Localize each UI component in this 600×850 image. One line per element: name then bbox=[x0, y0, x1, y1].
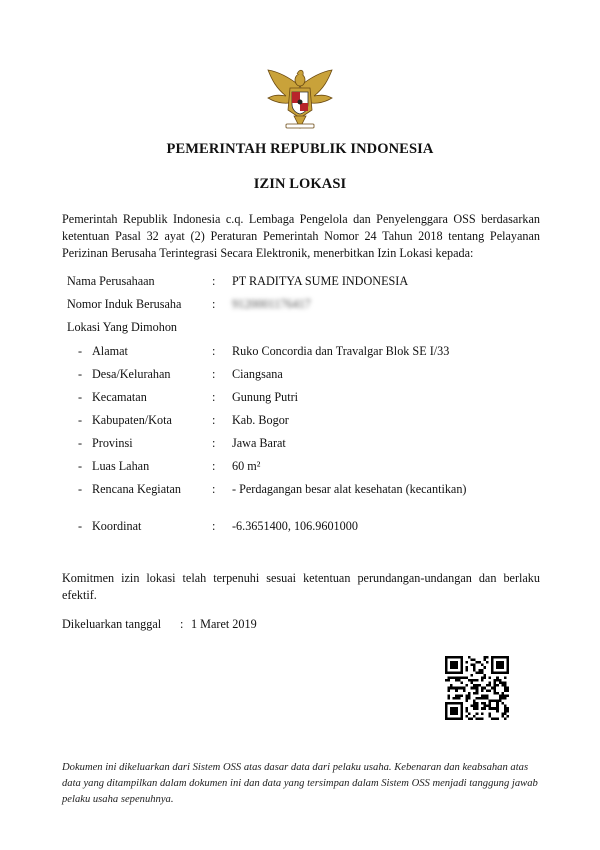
field-label: Koordinat bbox=[92, 519, 142, 533]
field-dash: - bbox=[78, 482, 83, 496]
government-title: PEMERINTAH REPUBLIK INDONESIA bbox=[166, 141, 434, 157]
field-dash: - bbox=[78, 519, 83, 533]
intro-paragraph: Pemerintah Republik Indonesia c.q. Lembaga Pengelola dan Penyelenggara OSS berdasarkan ketentuan Pasal 32 ayat (2) Peraturan Pemerintah Nomor 24 Tahun 2018 tentang Pelayanan Perizinan Berusaha Terintegrasi Secara Elektronik, menerbitkan Izin Lokasi kepada: bbox=[62, 212, 540, 260]
field-label: Kecamatan bbox=[92, 390, 147, 404]
field-colon: : bbox=[212, 297, 216, 311]
field-colon: : bbox=[212, 274, 216, 288]
field-colon: : bbox=[212, 482, 216, 496]
field-colon: : bbox=[212, 459, 216, 473]
field-colon: : bbox=[212, 367, 216, 381]
regency-value: Kab. Bogor bbox=[232, 413, 289, 427]
company-name-value: PT RADITYA SUME INDONESIA bbox=[232, 274, 409, 288]
field-label: Nama Perusahaan bbox=[67, 274, 155, 288]
coordinates-value: -6.3651400, 106.9601000 bbox=[232, 519, 358, 533]
field-colon: : bbox=[212, 413, 216, 427]
address-value: Ruko Concordia dan Travalgar Blok SE I/33 bbox=[232, 344, 450, 358]
field-dash: - bbox=[78, 344, 83, 358]
field-colon: : bbox=[212, 390, 216, 404]
land-area-value: 60 m² bbox=[232, 459, 261, 473]
field-label: Nomor Induk Berusaha bbox=[67, 297, 182, 311]
commitment-paragraph: Komitmen izin lokasi telah terpenuhi sesuai ketentuan perundangan-undangan dan berlaku efektif. bbox=[62, 571, 540, 602]
issued-date-value: 1 Maret 2019 bbox=[191, 617, 257, 631]
field-label: Rencana Kegiatan bbox=[92, 482, 181, 496]
field-dash: - bbox=[78, 413, 83, 427]
field-label: Alamat bbox=[92, 344, 128, 358]
field-label: Provinsi bbox=[92, 436, 133, 450]
disclaimer-text: Dokumen ini dikeluarkan dari Sistem OSS atas dasar data dari pelaku usaha. Kebenaran dan keabsahan atas data yang ditampilkan dalam dokumen ini dan data yang tersimpan dalam Sistem OSS menjadi tanggung jawab pelaku usaha sepenuhnya. bbox=[62, 762, 538, 805]
field-dash: - bbox=[78, 436, 83, 450]
issued-date-label: Dikeluarkan tanggal bbox=[62, 617, 162, 631]
location-heading: Lokasi Yang Dimohon bbox=[67, 320, 178, 334]
field-label: Desa/Kelurahan bbox=[92, 367, 171, 381]
field-dash: - bbox=[78, 390, 83, 404]
garuda-emblem-icon bbox=[262, 66, 338, 132]
qr-code-icon bbox=[445, 656, 509, 720]
village-value: Ciangsana bbox=[232, 367, 283, 381]
nib-value: 9120001176417 bbox=[232, 297, 311, 311]
field-dash: - bbox=[78, 459, 83, 473]
field-label: Luas Lahan bbox=[92, 459, 150, 473]
province-value: Jawa Barat bbox=[232, 436, 286, 450]
field-colon: : bbox=[212, 519, 216, 533]
field-dash: - bbox=[78, 367, 83, 381]
field-label: Kabupaten/Kota bbox=[92, 413, 172, 427]
field-colon: : bbox=[212, 344, 216, 358]
document-title: IZIN LOKASI bbox=[253, 176, 347, 192]
field-colon: : bbox=[212, 436, 216, 450]
activity-value: - Perdagangan besar alat kesehatan (kecantikan) bbox=[232, 482, 467, 496]
district-value: Gunung Putri bbox=[232, 390, 299, 404]
issued-date-colon: : bbox=[180, 617, 184, 631]
